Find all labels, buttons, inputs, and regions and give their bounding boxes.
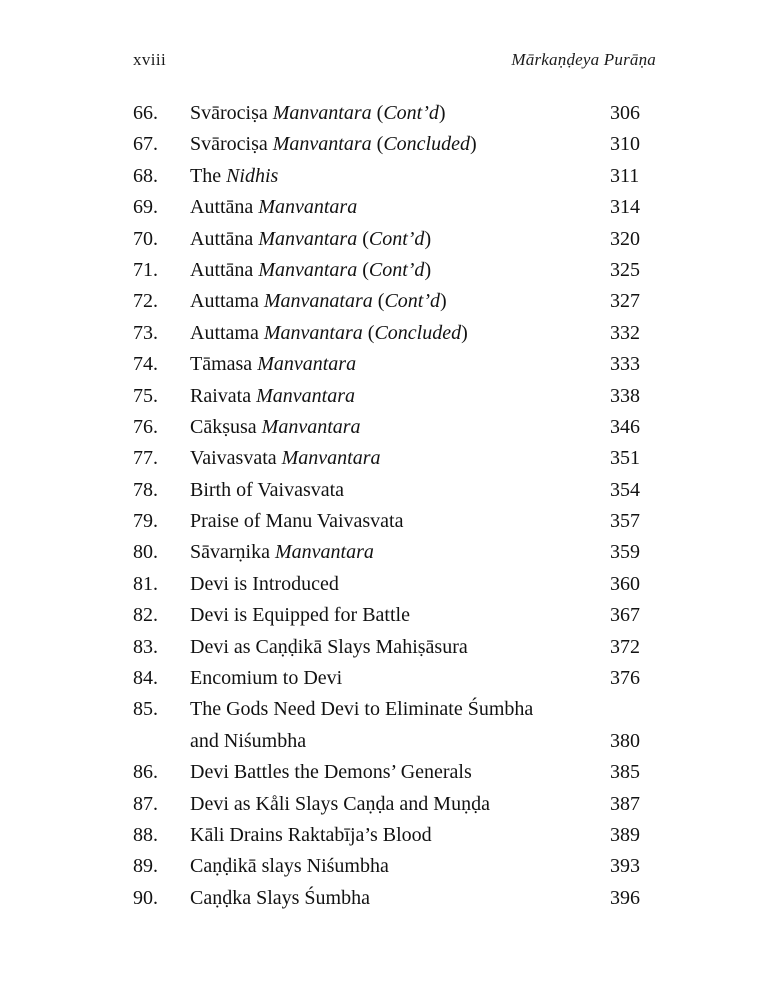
toc-entry-number: 75. bbox=[133, 384, 158, 407]
table-of-contents bbox=[133, 98, 673, 914]
toc-entry-line bbox=[133, 349, 673, 380]
toc-entry-line bbox=[133, 443, 673, 474]
toc-entry[interactable] bbox=[133, 851, 673, 882]
toc-entry-page-number: 333 bbox=[610, 353, 640, 376]
toc-entry-page-number: 360 bbox=[610, 572, 640, 595]
toc-entry-title bbox=[190, 663, 342, 694]
toc-entry-number: 77. bbox=[133, 447, 158, 470]
toc-entry-page-number: 393 bbox=[610, 855, 640, 878]
toc-entry[interactable] bbox=[133, 255, 673, 286]
toc-title-roman-part: Auttama bbox=[190, 321, 264, 344]
toc-entry-page-number: 346 bbox=[610, 415, 640, 438]
toc-entry-line bbox=[133, 537, 673, 568]
toc-entry-page-number: 306 bbox=[610, 102, 640, 124]
toc-entry-title bbox=[190, 412, 361, 443]
toc-title-italic-part: Cont’d bbox=[383, 102, 439, 124]
toc-entry[interactable] bbox=[133, 129, 673, 160]
toc-entry-number: 79. bbox=[133, 510, 158, 533]
toc-title-roman-part: The bbox=[190, 164, 227, 187]
toc-entry[interactable] bbox=[133, 443, 673, 474]
toc-title-italic-part: Manvantara bbox=[258, 227, 358, 250]
toc-title-italic-part: Manvantara bbox=[281, 447, 381, 470]
toc-entry-number: 69. bbox=[133, 196, 158, 219]
toc-entry-page-number: 385 bbox=[610, 761, 640, 784]
toc-title-roman-part: ) bbox=[424, 258, 432, 281]
toc-title-roman-part: Svārociṣa bbox=[190, 102, 273, 124]
toc-title-italic-part: Cont’d bbox=[384, 290, 440, 313]
toc-entry-page-number: 354 bbox=[610, 478, 640, 501]
toc-entry-line bbox=[133, 129, 673, 160]
toc-title-roman-part: Vaivasvata bbox=[190, 447, 282, 470]
toc-entry-page-number: 372 bbox=[610, 635, 640, 658]
toc-title-roman-part: Praise of Manu Vaivasvata bbox=[190, 510, 404, 533]
toc-entry-number: 73. bbox=[133, 321, 158, 344]
toc-entry-line bbox=[133, 161, 673, 192]
toc-entry-line bbox=[133, 883, 673, 914]
toc-entry-title bbox=[190, 600, 410, 631]
toc-entry[interactable] bbox=[133, 98, 673, 129]
toc-entry-line bbox=[133, 632, 673, 663]
toc-title-roman-part: Auttāna bbox=[190, 227, 259, 250]
toc-entry-page-number: 310 bbox=[610, 133, 640, 156]
toc-entry-number: 74. bbox=[133, 353, 158, 376]
toc-title-roman-part: Auttāna bbox=[190, 258, 259, 281]
toc-title-italic-part: Manvantara bbox=[258, 196, 358, 219]
toc-entry-line bbox=[133, 820, 673, 851]
toc-entry-title bbox=[190, 255, 431, 286]
toc-entry-title bbox=[190, 381, 355, 412]
toc-entry-line bbox=[133, 224, 673, 255]
toc-entry-page-number: 367 bbox=[610, 604, 640, 627]
toc-entry-page-number: 357 bbox=[610, 510, 640, 533]
toc-title-roman-part: and Niśumbha bbox=[190, 729, 307, 752]
toc-entry-title bbox=[190, 475, 344, 506]
toc-entry-title bbox=[190, 286, 447, 317]
toc-entry[interactable] bbox=[133, 161, 673, 192]
book-title: Mārkaṇḍeya Purāṇa bbox=[511, 50, 656, 69]
toc-entry-number: 66. bbox=[133, 102, 158, 124]
toc-entry-page-number: 387 bbox=[610, 792, 640, 815]
toc-entry-title bbox=[190, 694, 533, 725]
toc-title-roman-part: Auttāna bbox=[190, 196, 259, 219]
toc-entry-line bbox=[133, 789, 673, 820]
toc-entry-number: 87. bbox=[133, 792, 158, 815]
toc-title-roman-part: Raivata bbox=[190, 384, 257, 407]
toc-entry-line bbox=[133, 757, 673, 788]
toc-entry[interactable] bbox=[133, 381, 673, 412]
toc-entry[interactable] bbox=[133, 537, 673, 568]
toc-title-roman-part: Caṇḍka Slays Śumbha bbox=[190, 886, 370, 909]
toc-entry-page-number: 376 bbox=[610, 667, 640, 690]
toc-entry-line bbox=[133, 851, 673, 882]
toc-title-roman-part: ( bbox=[371, 102, 384, 124]
toc-title-roman-part: Devi as Caṇḍikā Slays Mahiṣāsura bbox=[190, 635, 468, 658]
toc-entry[interactable] bbox=[133, 318, 673, 349]
toc-entry-number: 71. bbox=[133, 258, 158, 281]
toc-entry[interactable] bbox=[133, 632, 673, 663]
toc-entry-title bbox=[190, 161, 278, 192]
toc-entry-title bbox=[190, 98, 446, 129]
toc-title-italic-part: Manvantara bbox=[257, 353, 357, 376]
toc-entry-title bbox=[190, 632, 468, 663]
toc-title-roman-part: ) bbox=[461, 321, 468, 344]
toc-entry-page-number: 332 bbox=[610, 321, 640, 344]
toc-title-roman-part: Encomium to Devi bbox=[190, 667, 343, 690]
toc-entry-line bbox=[133, 286, 673, 317]
toc-title-italic-part: Manvanatara bbox=[263, 290, 373, 313]
toc-entry[interactable] bbox=[133, 694, 673, 757]
toc-title-roman-part: Birth of Vaivasvata bbox=[190, 478, 345, 501]
toc-entry-line bbox=[133, 192, 673, 223]
toc-entry[interactable] bbox=[133, 412, 673, 443]
toc-title-roman-part: Cākṣusa bbox=[190, 415, 262, 438]
toc-entry[interactable] bbox=[133, 569, 673, 600]
toc-title-italic-part: Cont’d bbox=[368, 227, 425, 250]
toc-entry-number: 84. bbox=[133, 667, 158, 690]
toc-title-roman-part: Svārociṣa bbox=[190, 133, 273, 156]
toc-entry-number: 90. bbox=[133, 886, 158, 909]
toc-title-italic-part: Manvantara bbox=[261, 415, 361, 438]
toc-entry-number: 67. bbox=[133, 133, 158, 156]
toc-entry-page-number: 380 bbox=[610, 729, 640, 752]
toc-entry-page-number: 338 bbox=[610, 384, 640, 407]
toc-entry-line bbox=[133, 694, 673, 725]
toc-entry-line bbox=[133, 318, 673, 349]
toc-title-roman-part: Auttama bbox=[190, 290, 264, 313]
toc-title-roman-part: Kāli Drains Raktabīja’s Blood bbox=[190, 824, 432, 846]
toc-entry[interactable] bbox=[133, 600, 673, 631]
toc-entry-number: 89. bbox=[133, 855, 158, 878]
toc-title-roman-part: ) bbox=[469, 133, 477, 156]
toc-entry-number: 80. bbox=[133, 541, 158, 564]
toc-title-roman-part: Sāvarṇika bbox=[190, 541, 275, 564]
toc-entry[interactable] bbox=[133, 883, 673, 914]
toc-entry[interactable] bbox=[133, 192, 673, 223]
toc-entry-number: 78. bbox=[133, 478, 158, 501]
toc-entry-title bbox=[190, 318, 468, 349]
toc-title-italic-part: Manvantara bbox=[272, 133, 372, 156]
toc-entry-title bbox=[190, 129, 477, 160]
toc-entry-number: 68. bbox=[133, 164, 158, 187]
toc-entry-title bbox=[190, 443, 381, 474]
toc-entry-line bbox=[133, 569, 673, 600]
toc-entry-title bbox=[190, 789, 490, 820]
toc-entry-number: 72. bbox=[133, 290, 158, 313]
toc-title-roman-part: Devi is Introduced bbox=[190, 572, 339, 595]
toc-entry[interactable] bbox=[133, 789, 673, 820]
toc-title-roman-part: Devi as Kåli Slays Caṇḍa and Muṇḍa bbox=[190, 792, 490, 815]
toc-title-italic-part: Manvantara bbox=[272, 102, 372, 124]
toc-entry-title bbox=[190, 192, 357, 223]
toc-entry-number: 86. bbox=[133, 761, 158, 784]
running-head bbox=[133, 50, 656, 70]
toc-title-roman-part: Caṇḍikā slays Niśumbha bbox=[190, 855, 389, 878]
toc-entry[interactable] bbox=[133, 757, 673, 788]
toc-entry-number: 85. bbox=[133, 698, 158, 721]
toc-title-roman-part: ( bbox=[357, 227, 369, 250]
toc-entry-title bbox=[190, 883, 370, 914]
toc-title-italic-part: Manvantara bbox=[263, 321, 363, 344]
toc-entry-title bbox=[190, 224, 431, 255]
toc-entry-line bbox=[133, 475, 673, 506]
toc-title-italic-part: Concluded bbox=[374, 321, 462, 344]
toc-entry-number: 88. bbox=[133, 824, 158, 846]
toc-entry[interactable] bbox=[133, 349, 673, 380]
toc-title-italic-part: Manvantara bbox=[258, 258, 358, 281]
toc-entry-page-number: 351 bbox=[610, 447, 640, 470]
toc-entry-line bbox=[133, 506, 673, 537]
toc-entry-number: 83. bbox=[133, 635, 158, 658]
toc-entry-number: 70. bbox=[133, 227, 158, 250]
toc-title-roman-part: ) bbox=[438, 102, 446, 124]
toc-entry-page-number: 359 bbox=[610, 541, 640, 564]
toc-title-roman-part: The Gods Need Devi to Eliminate Śumbha bbox=[190, 698, 534, 721]
toc-title-italic-part: Manvantara bbox=[274, 541, 374, 564]
toc-entry-line bbox=[133, 726, 673, 757]
toc-entry-title bbox=[190, 506, 403, 537]
toc-entry-title bbox=[190, 851, 389, 882]
toc-entry-title bbox=[190, 726, 306, 757]
toc-entry-line bbox=[133, 663, 673, 694]
toc-entry[interactable] bbox=[133, 820, 673, 851]
toc-entry-number: 76. bbox=[133, 415, 158, 438]
toc-title-roman-part: Tāmasa bbox=[190, 353, 258, 376]
toc-title-roman-part: ) bbox=[424, 227, 432, 250]
toc-entry-page-number: 327 bbox=[610, 290, 640, 313]
toc-entry-line bbox=[133, 412, 673, 443]
toc-entry-number: 82. bbox=[133, 604, 158, 627]
toc-title-roman-part: ( bbox=[357, 258, 369, 281]
toc-title-roman-part: Devi is Equipped for Battle bbox=[190, 604, 410, 627]
toc-title-italic-part: Manvantara bbox=[256, 384, 355, 407]
toc-entry-line bbox=[133, 381, 673, 412]
toc-entry-line bbox=[133, 255, 673, 286]
folio-number: xviii bbox=[133, 50, 167, 69]
toc-entry[interactable] bbox=[133, 506, 673, 537]
toc-title-italic-part: Concluded bbox=[383, 133, 470, 156]
toc-entry-title bbox=[190, 569, 339, 600]
toc-entry-title bbox=[190, 537, 374, 568]
toc-entry-title bbox=[190, 349, 356, 380]
toc-entry-page-number: 320 bbox=[610, 227, 640, 250]
toc-entry-number: 81. bbox=[133, 572, 158, 595]
toc-title-italic-part: Nidhis bbox=[226, 164, 279, 187]
toc-entry[interactable] bbox=[133, 475, 673, 506]
toc-entry-page-number: 389 bbox=[610, 824, 640, 846]
toc-entry[interactable] bbox=[133, 224, 673, 255]
toc-entry-page-number: 325 bbox=[610, 258, 640, 281]
toc-title-roman-part: Devi Battles the Demons’ Generals bbox=[190, 761, 472, 784]
toc-entry-title bbox=[190, 757, 472, 788]
toc-title-roman-part: ( bbox=[372, 290, 385, 313]
toc-entry[interactable] bbox=[133, 286, 673, 317]
toc-title-roman-part: ) bbox=[440, 290, 447, 313]
toc-entry-page-number: 311 bbox=[610, 164, 640, 187]
toc-title-roman-part: ( bbox=[362, 321, 375, 344]
toc-title-italic-part: Cont’d bbox=[368, 258, 425, 281]
toc-title-roman-part: ( bbox=[371, 133, 384, 156]
toc-entry-line bbox=[133, 98, 673, 129]
toc-entry-title bbox=[190, 820, 432, 851]
toc-entry-page-number: 314 bbox=[610, 196, 640, 219]
toc-entry-page-number: 396 bbox=[610, 886, 640, 909]
toc-entry-line bbox=[133, 600, 673, 631]
toc-entry[interactable] bbox=[133, 663, 673, 694]
